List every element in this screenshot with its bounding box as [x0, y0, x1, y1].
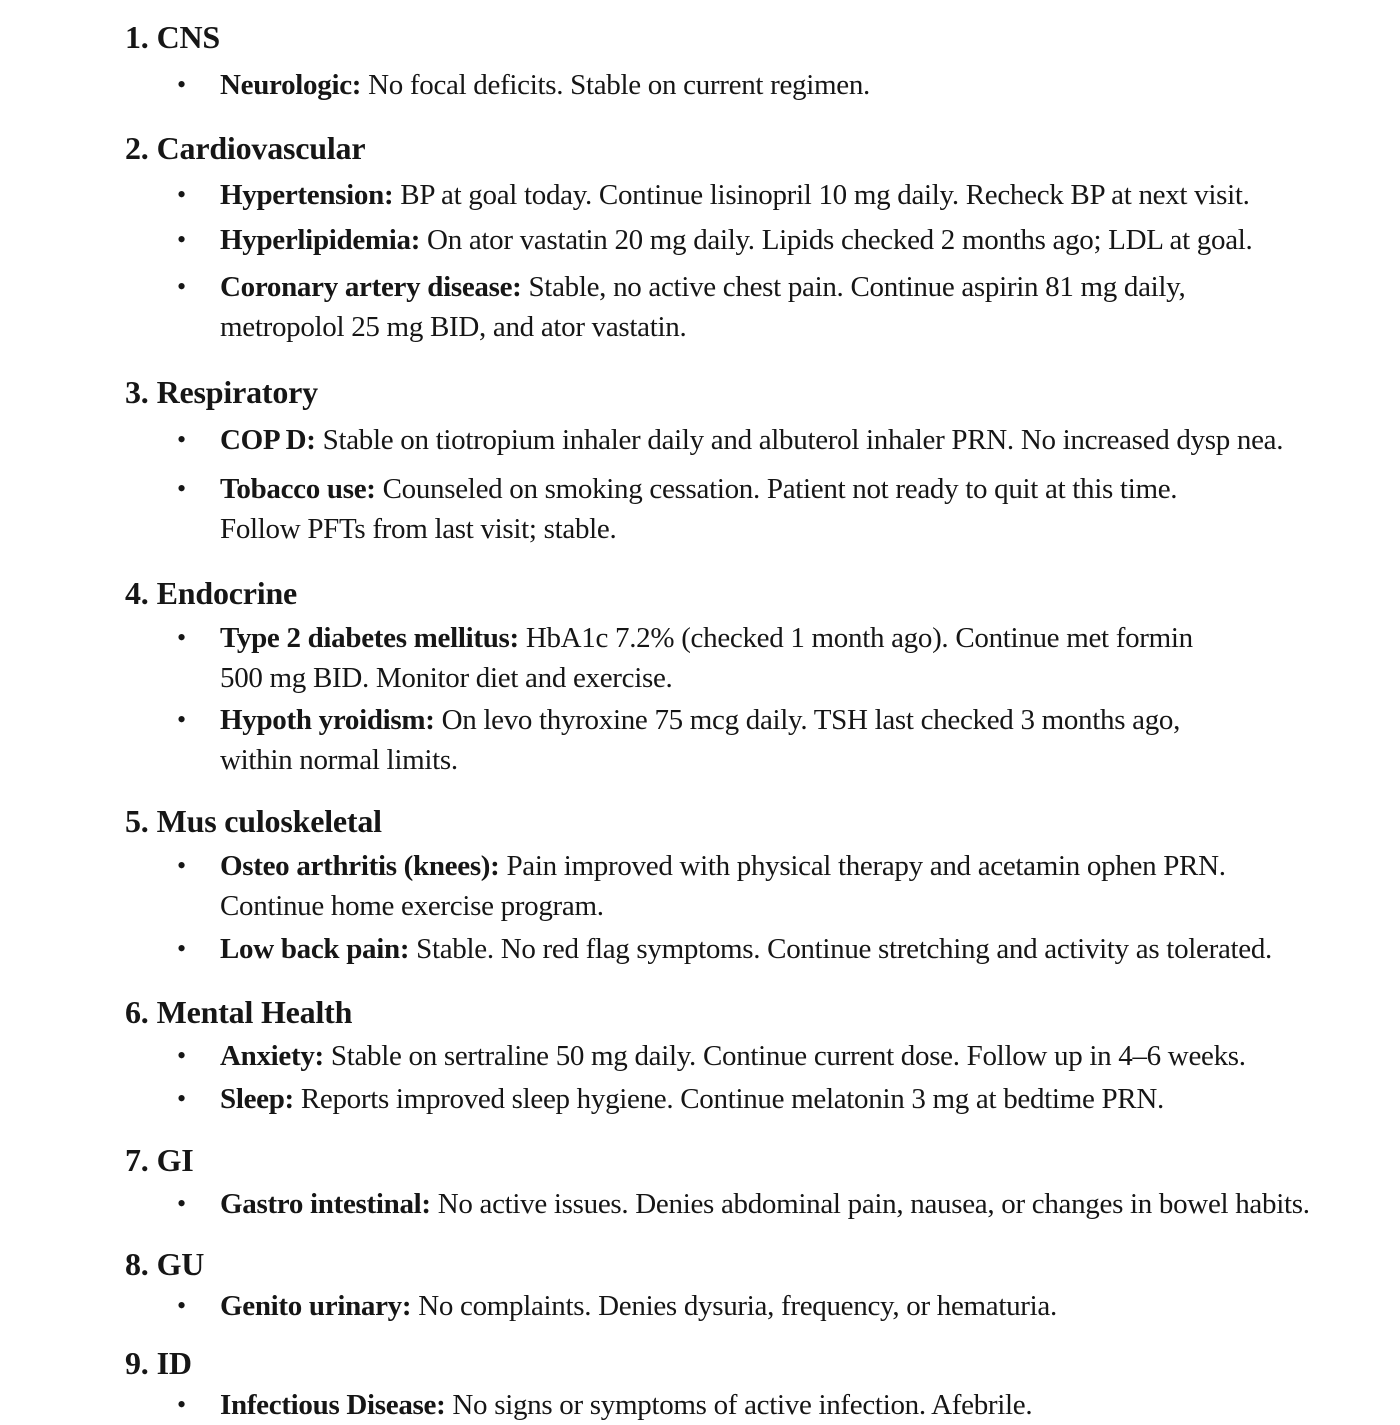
item-term: Neurologic: [220, 69, 362, 101]
bullet: • [177, 851, 186, 880]
item-term: Infectious Disease: [220, 1389, 446, 1421]
section-number: 1. [125, 19, 149, 55]
item-term: Hypertension: [220, 179, 394, 211]
section-title: CNS [156, 19, 221, 55]
section-heading [125, 17, 1365, 57]
item-description: BP at goal today. Continue lisinopril 10 mg daily. Recheck BP at next visit. [393, 179, 1250, 211]
item-description: Stable on sertraline 50 mg daily. Continue current dose. Follow up in 4–6 weeks. [323, 1040, 1246, 1072]
bullet: • [177, 1084, 186, 1113]
item-text [220, 700, 1370, 780]
section-gi [125, 1140, 1365, 1220]
section-number: 9. [125, 1345, 149, 1381]
section-number: 8. [125, 1246, 149, 1282]
section-heading [125, 992, 1365, 1032]
bullet: • [177, 425, 186, 454]
item-term: Hyperlipidemia: [220, 224, 421, 256]
item-term: Osteo arthritis (knees): [220, 850, 500, 882]
item-term: Genito urinary: [220, 1290, 412, 1322]
item-term: Type 2 diabetes mellitus: [220, 622, 519, 654]
item-text [220, 1184, 1370, 1224]
item-description: No active issues. Denies abdominal pain, nausea, or changes in bowel habits. [430, 1188, 1310, 1220]
section-number: 2. [125, 130, 149, 166]
item-description: Pain improved with physical therapy and acetamin ophen PRN. [499, 850, 1226, 882]
item-continuation: 500 mg BID. Monitor diet and exercise. [220, 662, 673, 694]
item-description: No focal deficits. Stable on current regimen. [361, 69, 870, 101]
item-text [220, 1286, 1370, 1326]
bullet: • [177, 272, 186, 301]
section-cns [125, 17, 1365, 101]
bullet: • [177, 1390, 186, 1419]
item-text [220, 1385, 1370, 1425]
item-text [220, 618, 1370, 698]
section-title: Mental Health [156, 994, 353, 1030]
item-continuation: metropolol 25 mg BID, and ator vastatin. [220, 311, 687, 343]
section-heading [125, 1244, 1365, 1284]
bullet: • [177, 225, 186, 254]
item-description: Reports improved sleep hygiene. Continue melatonin 3 mg at bedtime PRN. [293, 1083, 1164, 1115]
section-respiratory [125, 372, 1365, 545]
item-text [220, 929, 1370, 969]
bullet: • [177, 474, 186, 503]
item-text [220, 846, 1370, 926]
item-description: HbA1c 7.2% (checked 1 month ago). Continue met formin [518, 622, 1193, 654]
item-continuation: Continue home exercise program. [220, 890, 604, 922]
bullet: • [177, 1189, 186, 1218]
item-text [220, 220, 1370, 260]
bullet: • [177, 70, 186, 99]
item-description: Stable, no active chest pain. Continue aspirin 81 mg daily, [521, 271, 1186, 303]
item-term: COP D: [220, 424, 316, 456]
section-title: Cardiovascular [156, 130, 366, 166]
item-description: No complaints. Denies dysuria, frequency, or hematuria. [411, 1290, 1057, 1322]
section-cardiovascular [125, 128, 1365, 343]
item-text [220, 175, 1370, 215]
bullet: • [177, 934, 186, 963]
bullet: • [177, 1291, 186, 1320]
item-term: Sleep: [220, 1083, 294, 1115]
section-mental-health [125, 992, 1365, 1115]
section-number: 6. [125, 994, 149, 1030]
bullet: • [177, 1041, 186, 1070]
section-endocrine [125, 573, 1365, 776]
item-text [220, 267, 1370, 347]
item-text [220, 469, 1370, 549]
section-heading [125, 801, 1365, 841]
section-heading [125, 573, 1365, 613]
item-text [220, 65, 1370, 105]
item-text [220, 1036, 1370, 1076]
item-continuation: within normal limits. [220, 744, 458, 776]
item-term: Anxiety: [220, 1040, 324, 1072]
item-description: On ator vastatin 20 mg daily. Lipids checked 2 months ago; LDL at goal. [420, 224, 1253, 256]
section-title: GI [156, 1142, 194, 1178]
section-title: Endocrine [156, 575, 298, 611]
section-heading [125, 128, 1365, 168]
section-heading [125, 1343, 1365, 1383]
item-term: Tobacco use: [220, 473, 376, 505]
section-number: 3. [125, 374, 149, 410]
item-description: On levo thyroxine 75 mcg daily. TSH last checked 3 months ago, [434, 704, 1181, 736]
item-term: Gastro intestinal: [220, 1188, 431, 1220]
item-term: Hypoth yroidism: [220, 704, 435, 736]
bullet: • [177, 180, 186, 209]
item-description: Counseled on smoking cessation. Patient not ready to quit at this time. [375, 473, 1178, 505]
item-term: Low back pain: [220, 933, 410, 965]
bullet: • [177, 623, 186, 652]
item-description: Stable on tiotropium inhaler daily and albuterol inhaler PRN. No increased dysp nea. [315, 424, 1284, 456]
section-number: 5. [125, 803, 149, 839]
section-id [125, 1343, 1365, 1421]
section-title: ID [156, 1345, 192, 1381]
section-heading [125, 1140, 1365, 1180]
section-title: Mus culoskeletal [156, 803, 382, 839]
item-description: No signs or symptoms of active infection. Afebrile. [445, 1389, 1033, 1421]
section-gu [125, 1244, 1365, 1322]
item-description: Stable. No red flag symptoms. Continue stretching and activity as tolerated. [409, 933, 1273, 965]
section-number: 4. [125, 575, 149, 611]
section-title: GU [156, 1246, 205, 1282]
section-number: 7. [125, 1142, 149, 1178]
section-heading [125, 372, 1365, 412]
section-musculoskeletal [125, 801, 1365, 965]
item-continuation: Follow PFTs from last visit; stable. [220, 513, 617, 545]
item-text [220, 1079, 1370, 1119]
item-text [220, 420, 1370, 460]
bullet: • [177, 705, 186, 734]
item-term: Coronary artery disease: [220, 271, 522, 303]
section-title: Respiratory [156, 374, 318, 410]
